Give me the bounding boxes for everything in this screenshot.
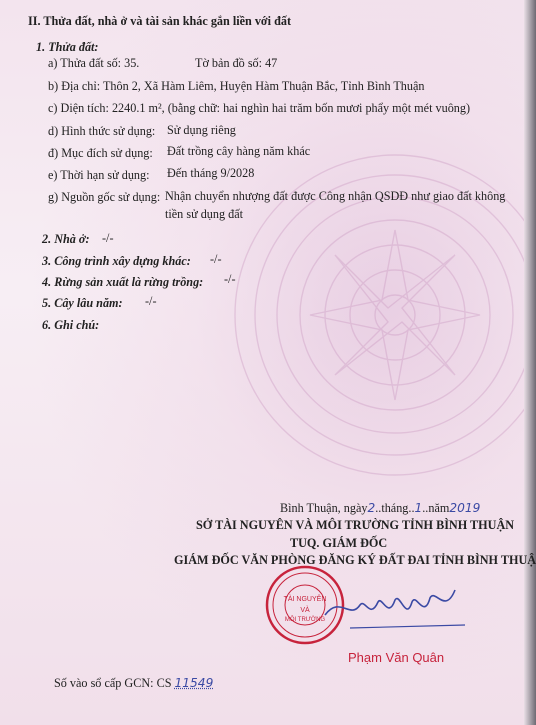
register-label: Số vào sổ cấp GCN: [54,676,154,690]
date-line: Bình Thuận, ngày2..tháng..1..năm2019 [280,501,481,515]
usage-term-label: e) Thời hạn sử dụng: [48,168,150,182]
construction-label: 3. Công trình xây dựng khác: [42,254,191,268]
usage-form-value: Sử dụng riêng [167,123,236,137]
usage-term-value: Đến tháng 9/2028 [167,166,255,180]
tuq-label: TUQ. GIÁM ĐỐC [290,536,388,550]
date-year: 2019 [449,501,481,515]
area: c) Diện tích: 2240.1 m², (bằng chữ: hai nghìn hai trăm bốn mươi phẩy một mét vuông) [48,101,471,115]
date-year-label: năm [428,501,450,515]
note-label: 6. Ghi chú: [42,318,100,332]
date-place: Bình Thuận, ngày [280,501,368,515]
register-line [54,676,213,691]
tuq-title [290,536,387,551]
register-number: 11549 [174,676,214,690]
construction-value: -/- [210,252,222,266]
register-prefix: CS [156,676,172,690]
usage-purpose-label: đ) Mục đích sử dụng: [48,146,153,160]
map-sheet-number: Tờ bản đồ số: 47 [195,56,278,70]
house-value: -/- [102,231,114,245]
signer-name: Phạm Văn Quân [348,650,445,665]
svg-text:VÀ: VÀ [300,607,310,614]
handwritten-signature [320,580,470,635]
parcel-number: a) Thửa đất số: 35. [48,56,140,70]
office-title: GIÁM ĐỐC VĂN PHÒNG ĐĂNG KÝ ĐẤT ĐAI TỈNH BÌNH THUẬ [174,553,536,567]
department-title: SỞ TÀI NGUYÊN VÀ MÔI TRƯỜNG TỈNH BÌNH THUẬN [196,518,515,532]
date-month-label: tháng [381,501,409,515]
perennial-label: 5. Cây lâu năm: [42,296,123,310]
svg-text:TÀI NGUYÊN: TÀI NGUYÊN [283,596,327,603]
origin-value-line1: Nhận chuyển nhượng đất được Công nhận QSDĐ như giao đất không [165,189,506,203]
usage-purpose-value: Đất trồng cây hàng năm khác [167,144,311,158]
section-title: II. Thửa đất, nhà ở và tài sản khác gắn liền với đất [28,14,292,28]
forest-label: 4. Rừng sản xuất là rừng trồng: [42,275,204,289]
address: b) Địa chỉ: Thôn 2, Xã Hàm Liêm, Huyện Hàm Thuận Bắc, Tỉnh Bình Thuận [48,79,425,93]
usage-form-label: d) Hình thức sử dụng: [48,124,156,138]
origin-label: g) Nguồn gốc sử dụng: [48,190,161,204]
origin-value-line2: tiền sử dụng đất [165,207,244,221]
forest-value: -/- [224,272,236,286]
land-heading: 1. Thửa đất: [36,40,99,54]
perennial-value: -/- [145,294,157,308]
page-edge-shadow [524,0,536,725]
svg-text:MÔI TRƯỜNG: MÔI TRƯỜNG [284,617,326,623]
date-month: 1 [414,501,423,515]
house-label: 2. Nhà ở: [42,232,90,246]
date-day: 2 [367,501,376,515]
